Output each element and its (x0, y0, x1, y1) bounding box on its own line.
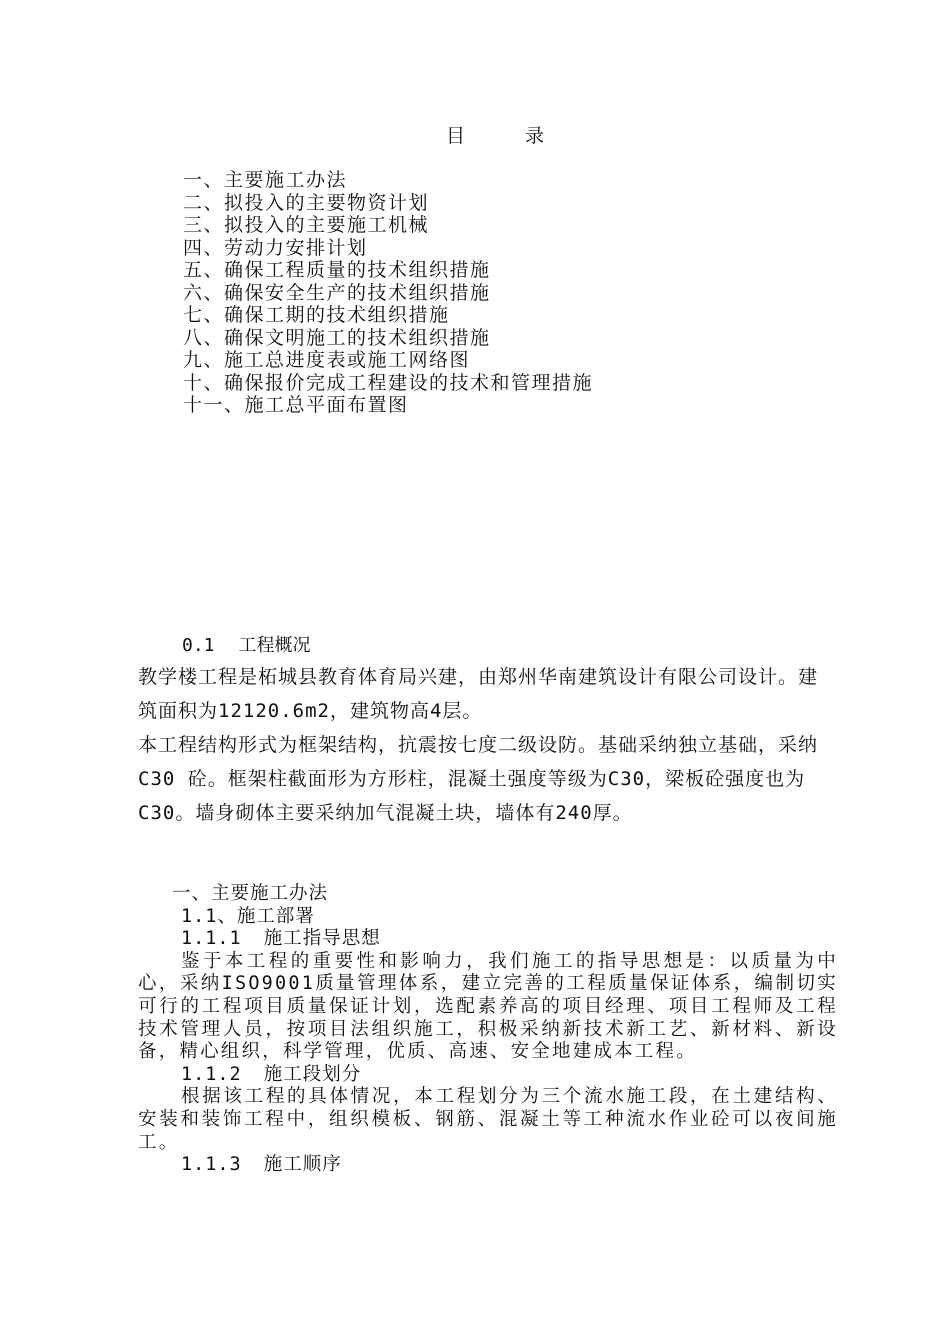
toc-item: 一、主要施工办法 (183, 169, 348, 191)
toc-item: 四、劳动力安排计划 (183, 236, 368, 259)
toc-item: 七、确保工期的技术组织措施 (183, 304, 450, 326)
heading-number: 1.1.1 (181, 928, 242, 950)
overview-number: 0.1 (182, 635, 215, 656)
toc-item: 二、拟投入的主要物资计划 (183, 191, 430, 214)
section-title: 一、主要施工办法 (172, 883, 329, 904)
toc-title (0, 124, 950, 148)
heading-title: 施工段划分 (263, 1063, 362, 1085)
heading-number: 1.1.3 (181, 1154, 242, 1176)
toc-item: 五、确保工程质量的技术组织措施 (183, 259, 491, 281)
toc-item: 九、施工总进度表或施工网络图 (183, 349, 471, 371)
toc-item: 十一、施工总平面布置图 (183, 394, 409, 416)
toc-list (183, 169, 593, 417)
heading-number: 1.1.2 (181, 1063, 242, 1085)
overview-body (138, 660, 828, 830)
heading-title: 施工顺序 (263, 1154, 342, 1176)
overview-heading (182, 634, 311, 658)
subsubsection-heading-1-1-2 (138, 1064, 838, 1087)
toc-item: 六、确保安全生产的技术组织措施 (183, 281, 491, 304)
overview-paragraph-1: 教学楼工程是柘城县教育体育局兴建，由郑州华南建筑设计有限公司设计。建筑面积为12120.6m2，建筑物高4层。 (138, 666, 819, 722)
overview-title: 工程概况 (238, 635, 311, 656)
overview-paragraph-2: 本工程结构形式为框架结构，抗震按七度二级设防。基础采纳独立基础，采纳C30 砼。框架柱截面形为方形柱，混凝土强度等级为C30，梁板砼强度也为C30。墙身砌体主要采纳加气混凝土块，墙体有240厚。 (138, 734, 819, 824)
toc-title-char-2: 录 (525, 125, 545, 147)
toc-title-char-1: 目 (445, 125, 465, 147)
methods-section (138, 883, 838, 1177)
subsection-title: 1.1、施工部署 (181, 905, 315, 927)
toc-item: 八、确保文明施工的技术组织措施 (183, 326, 491, 349)
paragraph-guiding-principle: 鉴于本工程的重要性和影响力，我们施工的指导思想是：以质量为中心，采纳ISO9001质量管理体系，建立完善的工程质量保证体系，编制切实可行的工程项目质量保证计划，选配素养高的项目经理、项目工程师及工程技术管理人员，按项目法组织施工，积极采纳新技术新工艺、新材料、新设备，精心组织，科学管理，优质、高速、安全地建成本工程。 (138, 950, 838, 1063)
toc-item: 三、拟投入的主要施工机械 (183, 214, 430, 236)
paragraph-section-division: 根据该工程的具体情况，本工程划分为三个流水施工段，在土建结构、安装和装饰工程中，组织模板、钢筋、混凝土等工种流水作业砼可以夜间施工。 (138, 1086, 838, 1153)
subsubsection-heading-1-1-3 (138, 1154, 838, 1177)
heading-title: 施工指导思想 (263, 928, 381, 950)
toc-item: 十、确保报价完成工程建设的技术和管理措施 (183, 371, 594, 394)
subsubsection-heading-1-1-1 (138, 928, 838, 951)
